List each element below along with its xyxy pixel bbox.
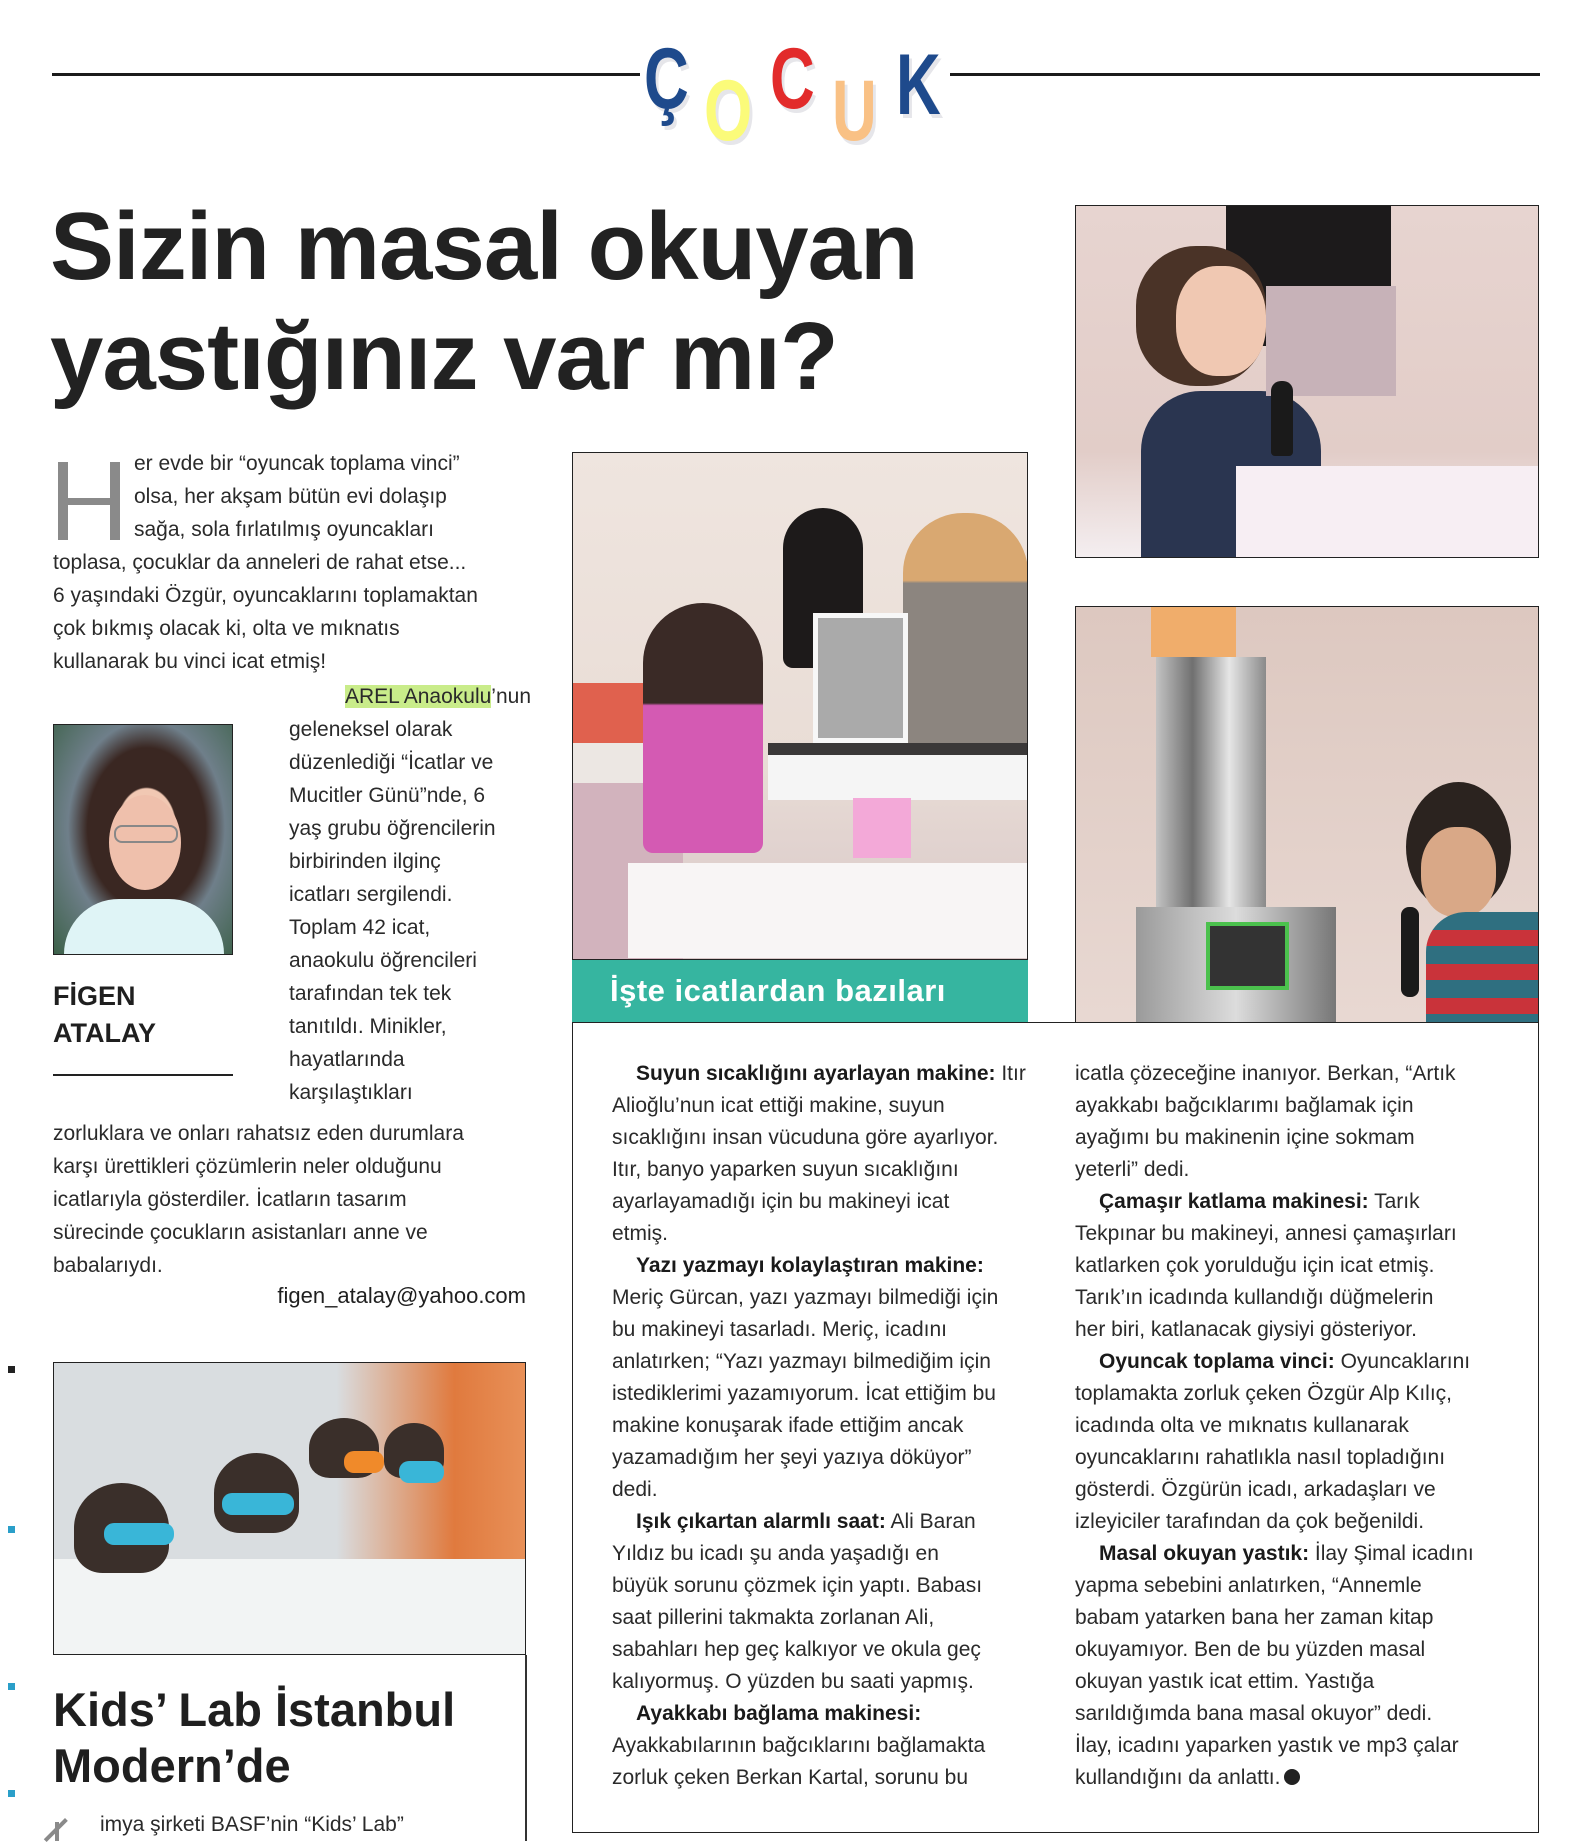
right-photo-girl-microphone bbox=[1075, 205, 1539, 558]
text-run: istediklerimi yazamıyorum. İcat ettiğim bu bbox=[612, 1382, 996, 1405]
logo-letter: C bbox=[770, 31, 815, 127]
text-line: zorluklara ve onları rahatsız eden durumlara bbox=[53, 1122, 464, 1145]
arel-line bbox=[289, 680, 531, 713]
text-run: izleyiciler tarafından da çok beğenildi. bbox=[1075, 1510, 1425, 1533]
text-line bbox=[612, 1666, 1042, 1698]
kids-lab-title bbox=[53, 1682, 455, 1794]
text-run: kalıyormuş. O yüzden bu saati yapmış. bbox=[612, 1670, 974, 1693]
text-line bbox=[612, 1538, 1042, 1570]
invention-heading-line bbox=[1075, 1538, 1515, 1570]
text-run: Ali Baran bbox=[885, 1510, 976, 1533]
text-run: saat pillerini takmakta zorlanan Ali, bbox=[612, 1606, 935, 1629]
kids-lab-photo bbox=[53, 1362, 526, 1655]
text-run: her biri, katlanacak giysiyi gösteriyor. bbox=[1075, 1318, 1417, 1341]
author-name bbox=[53, 978, 156, 1052]
text-line: karşı ürettikleri çözümlerin neler olduğunu bbox=[53, 1155, 442, 1178]
text-run: babam yatarken bana her zaman kitap bbox=[1075, 1606, 1434, 1629]
invention-heading-line bbox=[1075, 1186, 1515, 1218]
text-line bbox=[1075, 1474, 1515, 1506]
text-run: yeterli” dedi. bbox=[1075, 1158, 1190, 1181]
text-line bbox=[612, 1122, 1042, 1154]
right-photo-boy-invention bbox=[1075, 606, 1539, 1023]
intro-paragraph-continued bbox=[53, 1117, 531, 1282]
text-run: kullandığını da anlattı. bbox=[1075, 1766, 1281, 1789]
section-logo-cocuk bbox=[640, 28, 950, 159]
text-run: Alioğlu’nun icat ettiği makine, suyun bbox=[612, 1094, 945, 1117]
text-line: toplasa, çocuklar da anneleri de rahat etse... bbox=[53, 551, 467, 574]
text-line bbox=[612, 1570, 1042, 1602]
text-line bbox=[1075, 1282, 1515, 1314]
text-run: ayakkabı bağcıklarımı bağlamak için bbox=[1075, 1094, 1414, 1117]
text-line bbox=[612, 1186, 1042, 1218]
margin-mark bbox=[8, 1683, 15, 1690]
text-line bbox=[612, 1218, 1042, 1250]
narrow-paragraph bbox=[289, 713, 531, 1109]
kids-lab-title-line-2: Modern’de bbox=[53, 1739, 291, 1792]
text-line bbox=[1075, 1442, 1515, 1474]
text-run: sıcaklığını insan vücuduna göre ayarlıyor. bbox=[612, 1126, 999, 1149]
text-line bbox=[1075, 1634, 1515, 1666]
text-run: Itır bbox=[995, 1062, 1026, 1085]
text-line: er evde bir “oyuncak toplama vinci” bbox=[134, 452, 460, 475]
text-line bbox=[1075, 1698, 1515, 1730]
text-line bbox=[1075, 1730, 1515, 1762]
text-line bbox=[1075, 1570, 1515, 1602]
highlighted-school-name: AREL Anaokulu bbox=[344, 685, 492, 708]
text-line: karşılaştıkları bbox=[289, 1081, 413, 1104]
text-line bbox=[1075, 1602, 1515, 1634]
text-line bbox=[612, 1090, 1042, 1122]
invention-title: Çamaşır katlama makinesi: bbox=[1099, 1190, 1369, 1213]
text-run: sarıldığımda bana masal okuyor” dedi. bbox=[1075, 1702, 1433, 1725]
dropcap-k bbox=[55, 1818, 85, 1841]
kids-lab-title-line-1: Kids’ Lab İstanbul bbox=[53, 1683, 456, 1736]
invention-title: Yazı yazmayı kolaylaştıran makine: bbox=[636, 1254, 984, 1277]
text-run: bu makineyi tasarladı. Meriç, icadını bbox=[612, 1318, 947, 1341]
text-run: İlay Şimal icadını bbox=[1309, 1542, 1474, 1565]
text-line bbox=[612, 1378, 1042, 1410]
author-first-name: FİGEN bbox=[53, 981, 136, 1011]
author-photo bbox=[53, 724, 233, 955]
invention-title: Masal okuyan yastık: bbox=[1099, 1542, 1310, 1565]
text-line: geleneksel olarak bbox=[289, 718, 453, 741]
text-line bbox=[612, 1154, 1042, 1186]
headline-line-2: yastığınız var mı? bbox=[50, 303, 838, 410]
invention-title: Oyuncak toplama vinci: bbox=[1099, 1350, 1335, 1373]
text-run: Ayakkabılarının bağcıklarını bağlamakta bbox=[612, 1734, 986, 1757]
text-line bbox=[1075, 1154, 1515, 1186]
headline-line-1: Sizin masal okuyan bbox=[50, 193, 918, 300]
text-run: makine konuşarak ifade ettiğim ancak bbox=[612, 1414, 964, 1437]
text-run: dedi. bbox=[612, 1478, 658, 1501]
text-run: sabahları hep geç kalkıyor ve okula geç bbox=[612, 1638, 981, 1661]
text-run: ayarlayamadığı için bu makineyi icat bbox=[612, 1190, 950, 1213]
text-run: oyuncaklarını rahatlıkla nasıl topladığını bbox=[1075, 1446, 1446, 1469]
text-line bbox=[1075, 1250, 1515, 1282]
text-line: Toplam 42 icat, bbox=[289, 916, 431, 939]
text-line: tanıtıldı. Minikler, bbox=[289, 1015, 447, 1038]
invention-heading-line bbox=[1075, 1346, 1515, 1378]
text-run: etmiş. bbox=[612, 1222, 669, 1245]
logo-letter: U bbox=[832, 63, 877, 159]
author-last-name: ATALAY bbox=[53, 1018, 157, 1048]
text-run: ayağımı bu makinenin içine sokmam bbox=[1075, 1126, 1415, 1149]
text-line bbox=[612, 1602, 1042, 1634]
invention-heading-line bbox=[612, 1250, 1042, 1282]
text-run: büyük sorunu çözmek için yaptı. Babası bbox=[612, 1574, 983, 1597]
text-line: sürecinde çocukların asistanları anne ve bbox=[53, 1221, 428, 1244]
kids-lab-lead: imya şirketi BASF’nin “Kids’ Lab” bbox=[100, 1813, 404, 1836]
text-run: Yıldız bu icadı şu anda yaşadığı en bbox=[612, 1542, 939, 1565]
text-line: çok bıkmış olacak ki, olta ve mıknatıs bbox=[53, 617, 400, 640]
text-suffix: ’nun bbox=[491, 685, 531, 708]
invention-title: Suyun sıcaklığını ayarlayan makine: bbox=[636, 1062, 996, 1085]
text-line: olsa, her akşam bütün evi dolaşıp bbox=[134, 485, 447, 508]
text-run: okuyamıyor. Ben de bu yüzden masal bbox=[1075, 1638, 1426, 1661]
text-run: Tekpınar bu makineyi, annesi çamaşırları bbox=[1075, 1222, 1457, 1245]
margin-mark bbox=[8, 1526, 15, 1533]
text-line bbox=[612, 1442, 1042, 1474]
text-line: birbirinden ilginç bbox=[289, 850, 441, 873]
text-line bbox=[1075, 1058, 1515, 1090]
text-line: tarafından tek tek bbox=[289, 982, 452, 1005]
text-line bbox=[612, 1282, 1042, 1314]
text-line bbox=[1075, 1410, 1515, 1442]
invention-heading-line bbox=[612, 1698, 1042, 1730]
logo-letter: K bbox=[896, 37, 941, 133]
text-run: Oyuncaklarını bbox=[1334, 1350, 1471, 1373]
text-line bbox=[1075, 1506, 1515, 1538]
text-run: okuyan yastık icat ettim. Yastığa bbox=[1075, 1670, 1375, 1693]
invention-heading-line bbox=[612, 1506, 1042, 1538]
photo-caption: İşte icatlardan bazıları bbox=[572, 960, 1028, 1022]
text-line bbox=[612, 1314, 1042, 1346]
inventions-column-1 bbox=[612, 1058, 1042, 1794]
text-run: gösterdi. Özgürün icadı, arkadaşları ve bbox=[1075, 1478, 1436, 1501]
text-run: zorluk çeken Berkan Kartal, sorunu bu bbox=[612, 1766, 969, 1789]
end-mark-icon bbox=[1284, 1769, 1300, 1785]
margin-mark bbox=[8, 1790, 15, 1797]
text-line bbox=[1075, 1122, 1515, 1154]
text-line bbox=[1075, 1314, 1515, 1346]
text-run: Itır, banyo yaparken suyun sıcaklığını bbox=[612, 1158, 959, 1181]
text-line bbox=[612, 1410, 1042, 1442]
invention-title: Işık çıkartan alarmlı saat: bbox=[636, 1510, 886, 1533]
text-run: Tarık’ın icadında kullandığı düğmelerin bbox=[1075, 1286, 1434, 1309]
text-line: düzenlediği “İcatlar ve bbox=[289, 751, 494, 774]
text-line bbox=[612, 1346, 1042, 1378]
text-run: icadında olta ve mıknatıs kullanarak bbox=[1075, 1414, 1409, 1437]
intro-paragraph bbox=[53, 447, 531, 678]
headline bbox=[50, 192, 1040, 412]
text-line: icatlarıyla gösterdiler. İcatların tasarım bbox=[53, 1188, 407, 1211]
text-line: hayatlarında bbox=[289, 1048, 405, 1071]
logo-letter: O bbox=[704, 63, 753, 159]
text-run: toplamakta zorluk çeken Özgür Alp Kılıç, bbox=[1075, 1382, 1453, 1405]
text-line: anaokulu öğrencileri bbox=[289, 949, 477, 972]
column-divider bbox=[525, 1655, 527, 1841]
text-run: Meriç Gürcan, yazı yazmayı bilmediği için bbox=[612, 1286, 999, 1309]
text-line: sağa, sola fırlatılmış oyuncakları bbox=[134, 518, 434, 541]
author-divider bbox=[53, 1074, 233, 1076]
author-email-link[interactable]: figen_atalay@yahoo.com bbox=[277, 1283, 526, 1308]
text-line bbox=[1075, 1090, 1515, 1122]
text-line bbox=[1075, 1666, 1515, 1698]
text-run: Tarık bbox=[1368, 1190, 1420, 1213]
text-line: 6 yaşındaki Özgür, oyuncaklarını toplamaktan bbox=[53, 584, 478, 607]
text-line: yaş grubu öğrencilerin bbox=[289, 817, 496, 840]
text-line bbox=[612, 1730, 1042, 1762]
text-run: İlay, icadını yaparken yastık ve mp3 çalar bbox=[1075, 1734, 1459, 1757]
text-run: yapma sebebini anlatırken, “Annemle bbox=[1075, 1574, 1422, 1597]
text-run: yazamadığım her şeyi yazıya döküyor” bbox=[612, 1446, 972, 1469]
inventions-column-2 bbox=[1075, 1058, 1515, 1794]
text-run: icatla çözeceğine inanıyor. Berkan, “Artık bbox=[1075, 1062, 1456, 1085]
logo-letter: Ç bbox=[644, 31, 689, 127]
text-run: anlatırken; “Yazı yazmayı bilmediğim için bbox=[612, 1350, 991, 1373]
text-line bbox=[1075, 1218, 1515, 1250]
text-line bbox=[612, 1762, 1042, 1794]
text-line bbox=[612, 1634, 1042, 1666]
invention-title: Ayakkabı bağlama makinesi: bbox=[636, 1702, 922, 1725]
text-line bbox=[612, 1474, 1042, 1506]
text-run: katlarken çok yorulduğu için icat etmiş. bbox=[1075, 1254, 1435, 1277]
text-line: icatları sergilendi. bbox=[289, 883, 453, 906]
text-line bbox=[1075, 1378, 1515, 1410]
margin-mark bbox=[8, 1366, 15, 1373]
text-line: Mucitler Günü”nde, 6 bbox=[289, 784, 486, 807]
text-line: kullanarak bu vinci icat etmiş! bbox=[53, 650, 327, 673]
text-line: babalarıydı. bbox=[53, 1254, 163, 1277]
invention-heading-line bbox=[612, 1058, 1042, 1090]
center-photo-girl-invention bbox=[572, 452, 1028, 960]
text-line bbox=[1075, 1762, 1515, 1794]
